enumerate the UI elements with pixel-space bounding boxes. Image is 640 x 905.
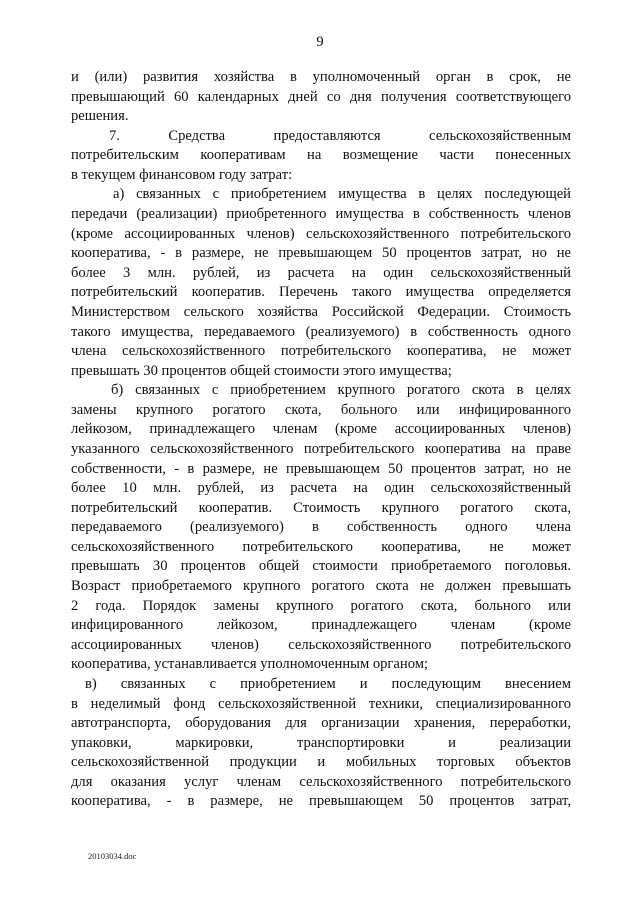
- text-line: в неделимый фонд сельскохозяйственной техники, специализированного: [71, 695, 571, 712]
- text-line: кооператива, - в размере, не превышающем 50 процентов затрат,: [71, 793, 571, 810]
- text-line: превышать 30 процентов общей стоимости приобретаемого поголовья.: [71, 558, 571, 575]
- text-line: лейкозом, принадлежащего членам (кроме ассоциированных членов): [71, 421, 571, 438]
- text-line: потребительским кооперативам на возмещение части понесенных: [71, 147, 571, 164]
- document-file-id: 20103034.doc: [88, 851, 137, 861]
- subclause-v-start: в) связанных с приобретением и последующим внесением: [85, 675, 571, 692]
- text-line: члена сельскохозяйственного потребительского кооператива, не может: [71, 343, 571, 360]
- text-line: для оказания услуг членам сельскохозяйственного потребительского: [71, 773, 571, 790]
- body-text: [71, 68, 571, 812]
- text-line: инфицированного лейкозом, принадлежащего членам (кроме: [71, 617, 571, 634]
- text-line: автотранспорта, оборудования для организации хранения, переработки,: [71, 715, 571, 732]
- text-line: в текущем финансовом году затрат:: [71, 166, 293, 183]
- text-line: потребительский кооператив. Стоимость крупного рогатого скота,: [71, 499, 571, 516]
- text-line: замены крупного рогатого скота, больного или инфицированного: [71, 401, 571, 418]
- text-line: кооператива, устанавливается уполномоченным органом;: [71, 656, 428, 673]
- text-line: превышать 30 процентов общей стоимости этого имущества;: [71, 362, 452, 379]
- text-line: упаковки, маркировки, транспортировки и реализации: [71, 734, 571, 751]
- text-line: собственности, - в размере, не превышающем 50 процентов затрат, но не: [71, 460, 571, 477]
- text-line: указанного сельскохозяйственного потребительского кооператива на праве: [71, 440, 571, 457]
- text-line: потребительский кооператив. Перечень такого имущества определяется: [71, 284, 571, 301]
- text-line: Министерством сельского хозяйства Российской Федерации. Стоимость: [71, 303, 571, 320]
- text-line: 2 года. Порядок замены крупного рогатого скота, больного или: [71, 597, 571, 614]
- text-line: передачи (реализации) приобретенного имущества в собственность членов: [71, 206, 571, 223]
- text-line: такого имущества, передаваемого (реализуемого) в собственность одного: [71, 323, 571, 340]
- text-line: сельскохозяйственного потребительского кооператива, не может: [71, 538, 571, 555]
- text-line: и (или) развития хозяйства в уполномоченный орган в срок, не: [71, 69, 571, 85]
- page-number: 9: [316, 34, 324, 50]
- text-line: передаваемого (реализуемого) в собственность одного члена: [71, 519, 571, 536]
- subclause-a-start: а) связанных с приобретением имущества в целях последующей: [113, 186, 571, 203]
- text-line: решения.: [71, 108, 129, 125]
- clause-7-heading: 7. Средства предоставляются сельскохозяйственным: [109, 127, 571, 144]
- text-line: ассоциированных членов) сельскохозяйственного потребительского: [71, 636, 571, 653]
- text-line: более 10 млн. рублей, из расчета на один сельскохозяйственный: [71, 480, 571, 497]
- text-line: (кроме ассоциированных членов) сельскохозяйственного потребительского: [71, 225, 571, 242]
- subclause-b-start: б) связанных с приобретением крупного рогатого скота в целях: [111, 382, 571, 399]
- text-line: сельскохозяйственной продукции и мобильных торговых объектов: [71, 754, 571, 771]
- text-line: более 3 млн. рублей, из расчета на один сельскохозяйственный: [71, 264, 571, 281]
- text-line: Возраст приобретаемого крупного рогатого скота не должен превышать: [71, 578, 571, 595]
- text-line: кооператива, - в размере, не превышающем 50 процентов затрат, но не: [71, 245, 571, 262]
- text-line: превышающий 60 календарных дней со дня получения соответствующего: [71, 88, 571, 105]
